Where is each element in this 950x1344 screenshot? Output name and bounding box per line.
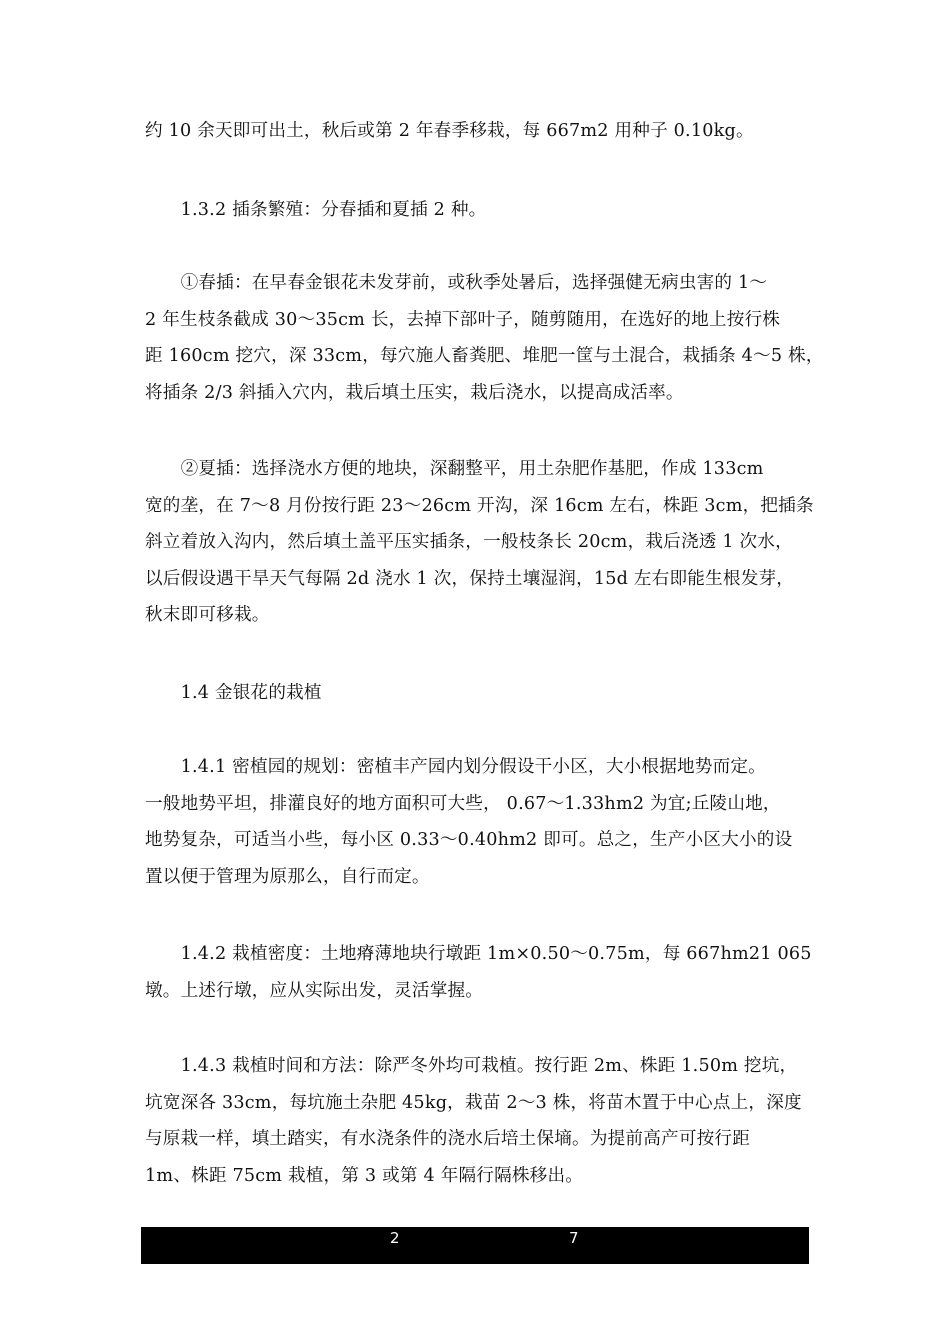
paragraph-1-4-3 [145, 1048, 813, 1194]
footer-bar [141, 1227, 809, 1264]
text-line: 置以便于管理为原那么，自行而定。 [145, 866, 430, 887]
text-line: 秋末即可移栽。 [145, 605, 270, 625]
text-line: 以后假设遇干旱天气每隔 2d 浇水 1 次，保持土壤湿润，15d 左右即能生根发芽， [145, 568, 795, 589]
text-line: 1.4.3 栽植时间和方法：除严冬外均可栽植。按行距 2m、株距 1.50m 挖坑， [145, 1056, 798, 1076]
paragraph-1-4-1 [145, 749, 813, 895]
text-line: 与原栽一样，填土踏实，有水浇条件的浇水后培土保墒。为提前高产可按行距 [145, 1129, 750, 1149]
paragraph-1 [145, 113, 813, 150]
text-line: 约 10 余天即可出土，秋后或第 2 年春季移栽，每 667m2 用种子 0.10kg。 [145, 121, 754, 141]
text-line: 宽的垄，在 7～8 月份按行距 23～26cm 开沟，深 16cm 左右，株距 3cm，把插条 [145, 495, 814, 516]
section-heading-1-3-2 [145, 192, 813, 229]
text-line: 墩。上述行墩，应从实际出发，灵活掌握。 [145, 980, 484, 1001]
text-line: 1.3.2 插条繁殖：分春插和夏插 2 种。 [145, 200, 487, 220]
text-line: 坑宽深各 33cm，每坑施土杂肥 45kg，栽苗 2～3 株，将苗木置于中心点上，深度 [145, 1092, 802, 1113]
paragraph-summer-cutting [145, 451, 813, 634]
text-line: ②夏插：选择浇水方便的地块，深翻整平，用土杂肥作基肥，作成 133cm [145, 459, 764, 479]
text-line: 1m、株距 75cm 栽植，第 3 或第 4 年隔行隔株移出。 [145, 1165, 584, 1186]
text-line: 地势复杂，可适当小些，每小区 0.33～0.40hm2 即可。总之，生产小区大小的设 [145, 830, 793, 850]
page-total-number: 7 [569, 1229, 579, 1247]
paragraph-1-4-2 [145, 936, 813, 1009]
text-line: 2 年生枝条截成 30～35cm 长，去掉下部叶子，随剪随用，在选好的地上按行株 [145, 309, 781, 330]
text-line: ①春插：在早春金银花未发芽前，或秋季处暑后，选择强健无病虫害的 1～ [145, 273, 768, 293]
section-heading-1-4 [145, 675, 813, 712]
text-line: 1.4.2 栽植密度：土地瘠薄地块行墩距 1m×0.50～0.75m，每 667hm21 065 [145, 944, 812, 964]
text-line: 距 160cm 挖穴，深 33cm，每穴施人畜粪肥、堆肥一筐与土混合，栽插条 4～5 株， [145, 346, 824, 366]
text-line: 一般地势平坦，排灌良好的地方面积可大些， 0.67～1.33hm2 为宜;丘陵山地， [145, 793, 781, 814]
text-line: 1.4 金银花的栽植 [145, 683, 322, 703]
text-line: 将插条 2/3 斜插入穴内，栽后填土压实，栽后浇水，以提高成活率。 [145, 382, 684, 403]
page-current-number: 2 [390, 1229, 400, 1247]
text-line: 1.4.1 密植园的规划：密植丰产园内划分假设干小区，大小根据地势而定。 [145, 757, 766, 777]
text-line: 斜立着放入沟内，然后填土盖平压实插条，一般枝条长 20cm，栽后浇透 1 次水， [145, 532, 793, 552]
paragraph-spring-cutting [145, 265, 824, 411]
